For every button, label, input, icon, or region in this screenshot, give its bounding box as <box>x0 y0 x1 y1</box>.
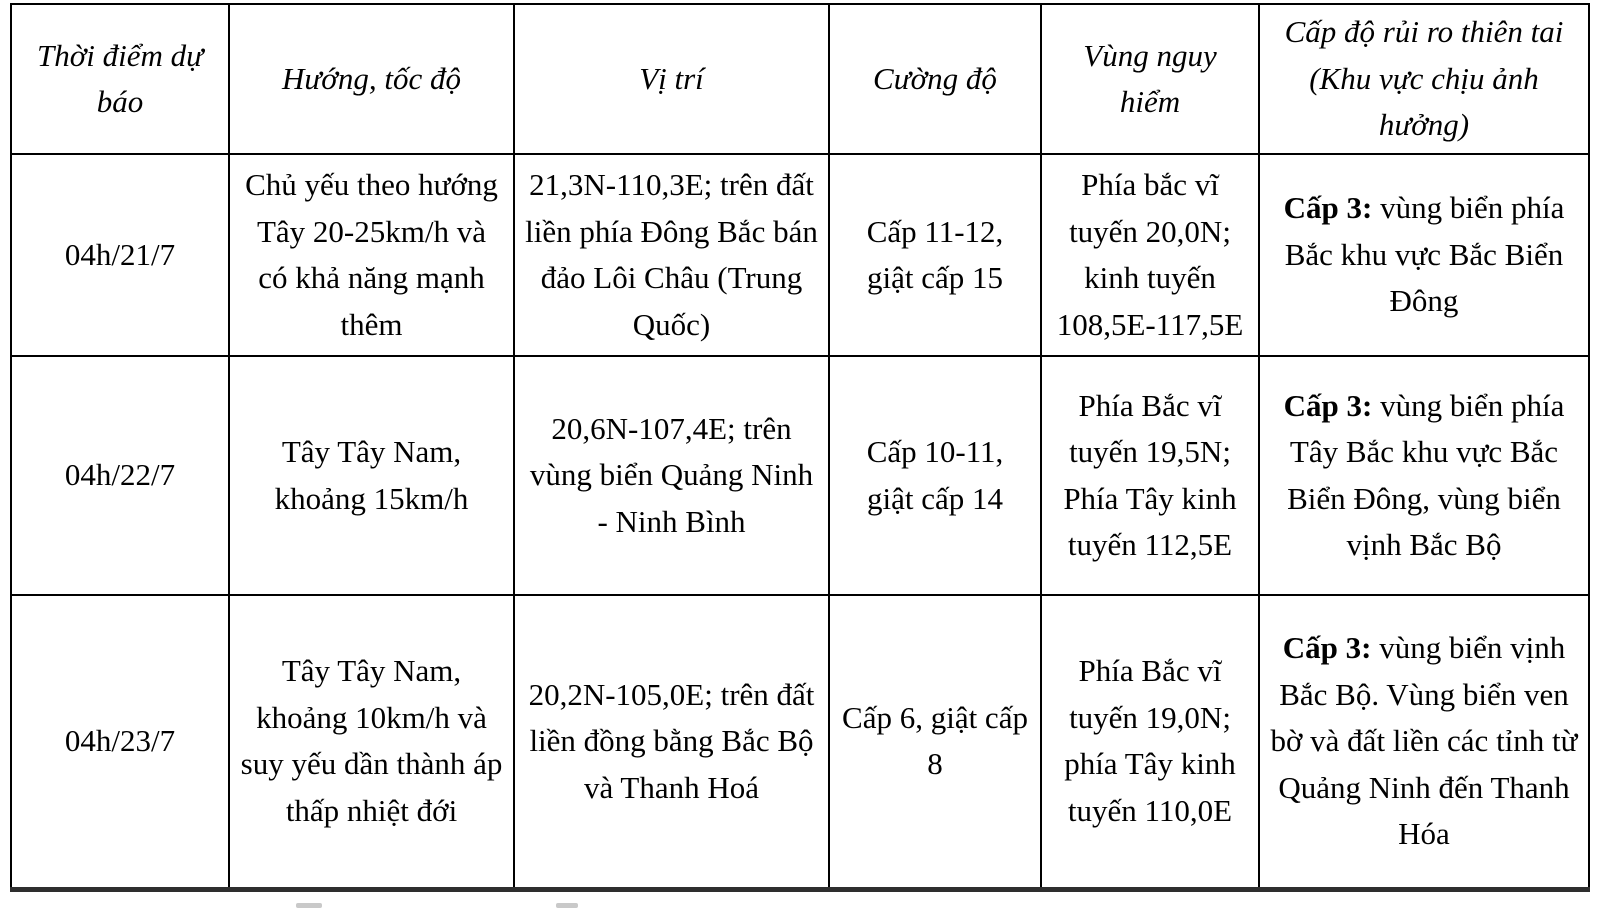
cell-time: 04h/23/7 <box>11 595 229 889</box>
header-row <box>11 4 1589 154</box>
table-row <box>11 356 1589 595</box>
cell-position: 21,3N-110,3E; trên đất liền phía Đông Bắc bán đảo Lôi Châu (Trung Quốc) <box>514 154 829 356</box>
cell-risk <box>1259 154 1589 356</box>
cell-danger-zone: Phía bắc vĩ tuyến 20,0N; kinh tuyến 108,5E-117,5E <box>1041 154 1259 356</box>
risk-level-label: Cấp 3: <box>1283 190 1373 226</box>
cell-position: 20,6N-107,4E; trên vùng biển Quảng Ninh - Ninh Bình <box>514 356 829 595</box>
cell-intensity: Cấp 11-12, giật cấp 15 <box>829 154 1041 356</box>
cell-danger-zone: Phía Bắc vĩ tuyến 19,5N; Phía Tây kinh tuyến 112,5E <box>1041 356 1259 595</box>
cell-risk <box>1259 356 1589 595</box>
table-row <box>11 154 1589 356</box>
cell-intensity: Cấp 10-11, giật cấp 14 <box>829 356 1041 595</box>
cell-direction: Chủ yếu theo hướng Tây 20-25km/h và có khả năng mạnh thêm <box>229 154 514 356</box>
column-header-danger-zone: Vùng nguy hiểm <box>1041 4 1259 154</box>
cell-danger-zone: Phía Bắc vĩ tuyến 19,0N; phía Tây kinh tuyến 110,0E <box>1041 595 1259 889</box>
column-header-risk-level: Cấp độ rủi ro thiên tai (Khu vực chịu ảnh hưởng) <box>1259 4 1589 154</box>
risk-area-text: vùng biển phía Tây Bắc khu vực Bắc Biển Đông, vùng biển vịnh Bắc Bộ <box>1287 387 1565 562</box>
column-header-direction-speed: Hướng, tốc độ <box>229 4 514 154</box>
forecast-table-container <box>10 3 1590 892</box>
cell-intensity: Cấp 6, giật cấp 8 <box>829 595 1041 889</box>
cell-direction: Tây Tây Nam, khoảng 10km/h và suy yếu dần thành áp thấp nhiệt đới <box>229 595 514 889</box>
column-header-forecast-time: Thời điểm dự báo <box>11 4 229 154</box>
cropped-text-artifact <box>0 903 1600 909</box>
risk-level-label: Cấp 3: <box>1282 630 1372 665</box>
risk-level-label: Cấp 3: <box>1283 387 1373 423</box>
cell-position: 20,2N-105,0E; trên đất liền đồng bằng Bắc Bộ và Thanh Hoá <box>514 595 829 889</box>
cell-time: 04h/22/7 <box>11 356 229 595</box>
cell-risk <box>1259 595 1589 889</box>
column-header-position: Vị trí <box>514 4 829 154</box>
table-row <box>11 595 1589 889</box>
cell-direction: Tây Tây Nam, khoảng 15km/h <box>229 356 514 595</box>
cell-time: 04h/21/7 <box>11 154 229 356</box>
risk-area-text: vùng biển phía Bắc khu vực Bắc Biển Đông <box>1284 190 1565 319</box>
risk-area-text: vùng biển vịnh Bắc Bộ. Vùng biển ven bờ và đất liền các tỉnh từ Quảng Ninh đến Thanh Hóa <box>1270 630 1578 851</box>
storm-forecast-table <box>10 3 1590 892</box>
column-header-intensity: Cường độ <box>829 4 1041 154</box>
